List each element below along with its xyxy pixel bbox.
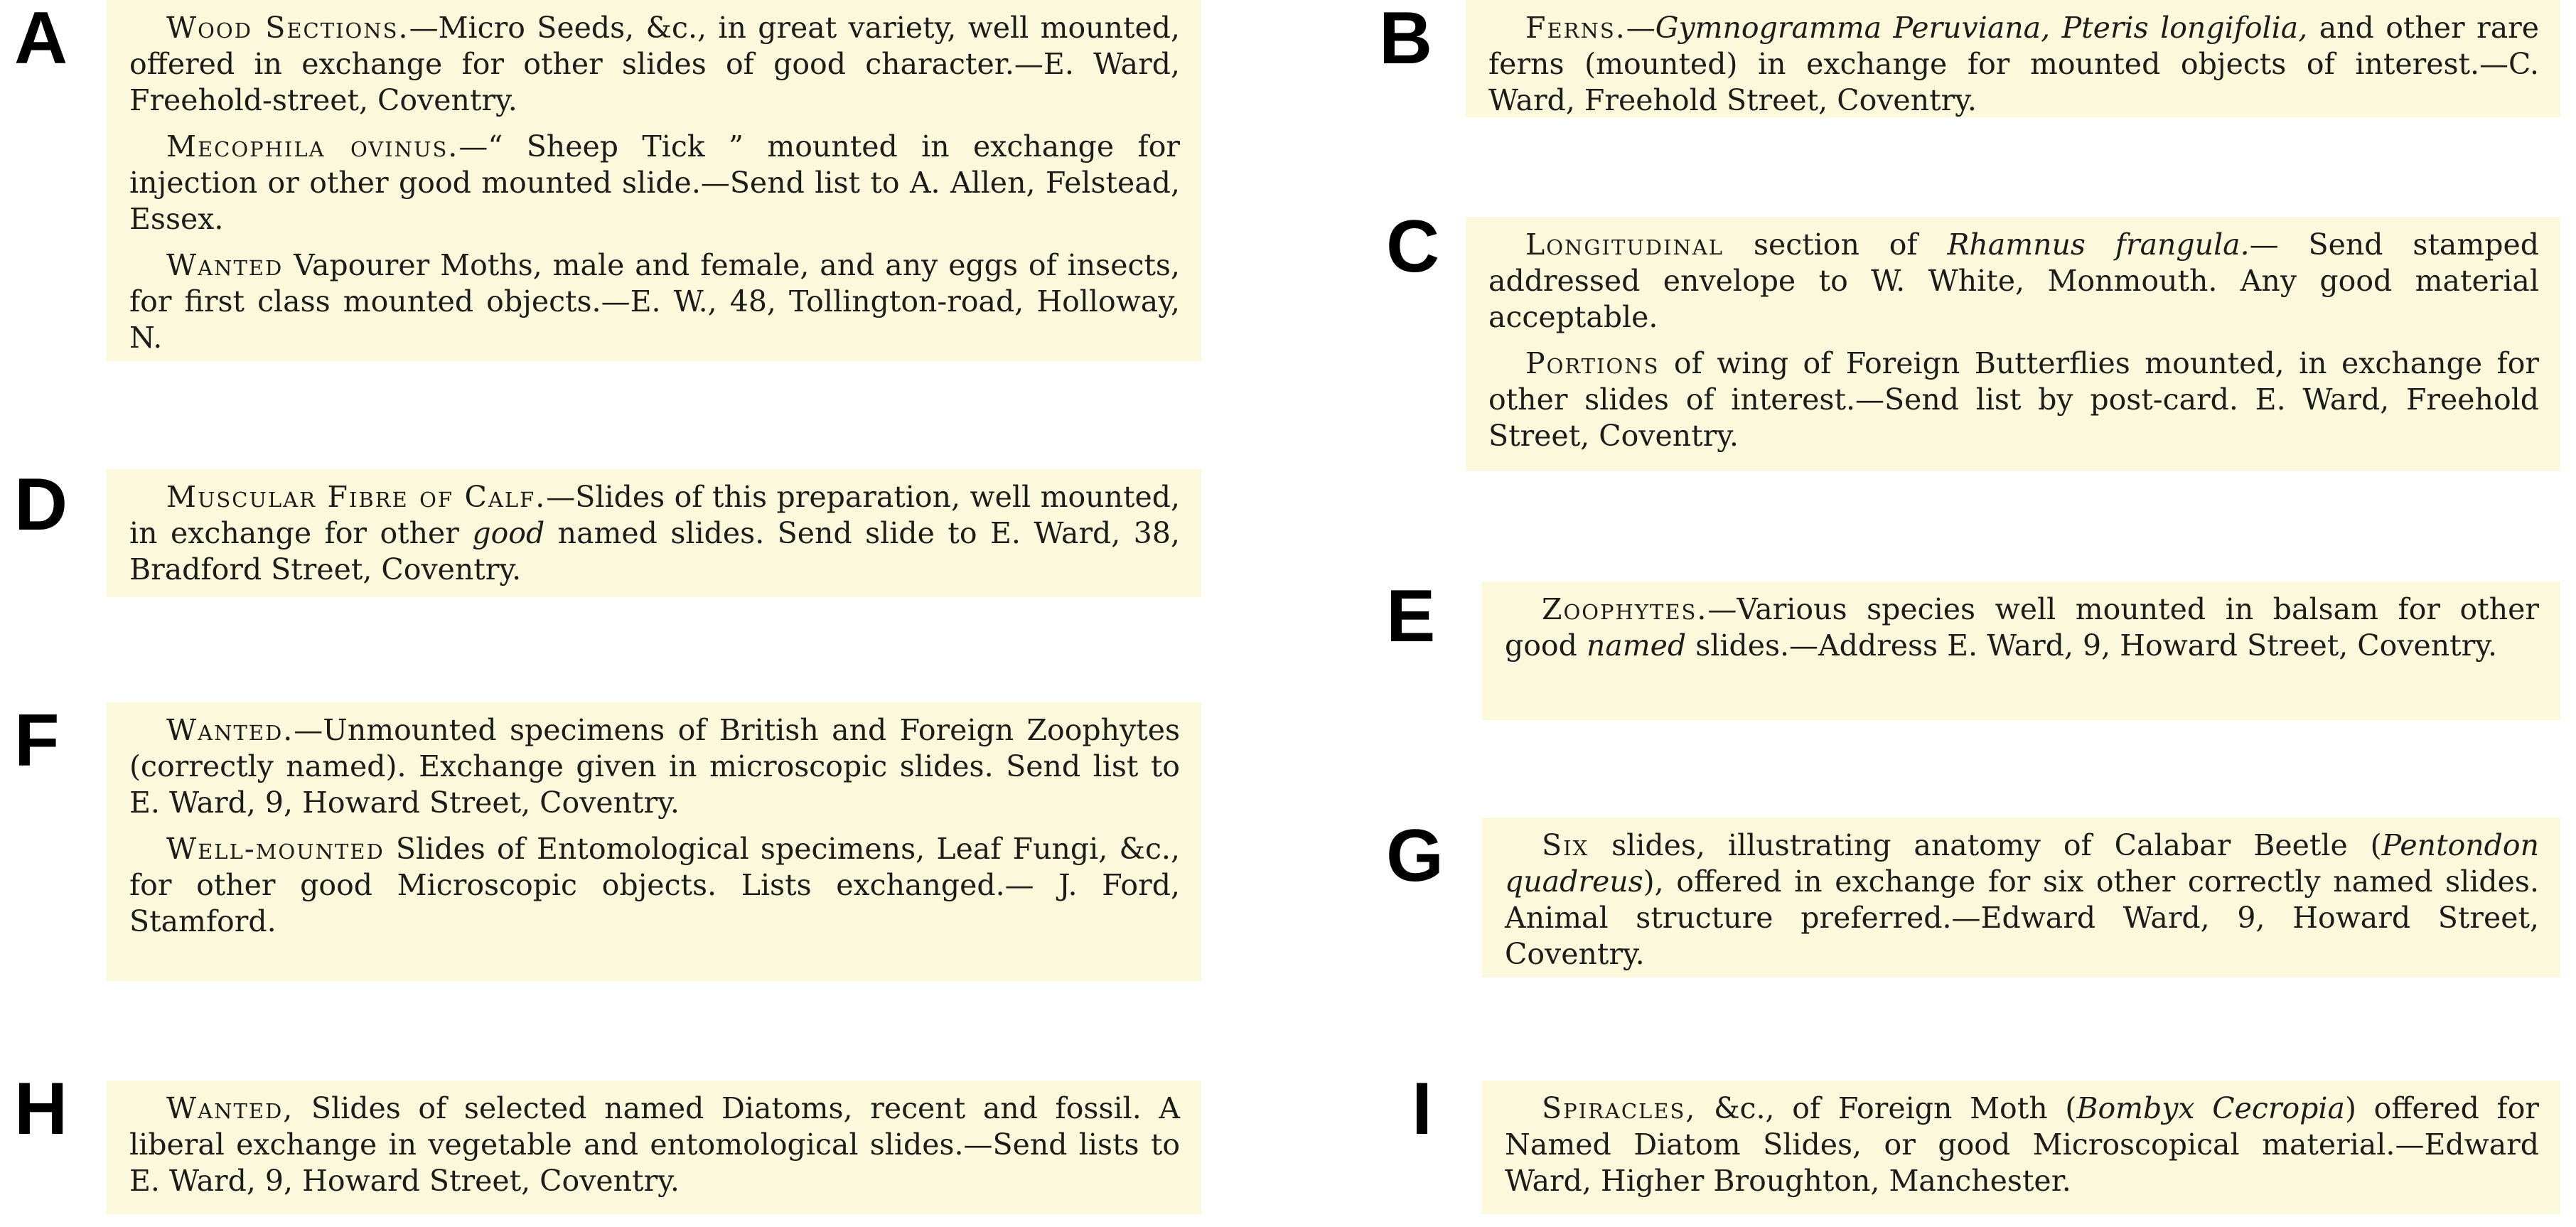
notice-mecophila-ovinus: [129, 129, 1180, 237]
notice-text: Slides of selected named Diatoms, recent and fossil. A liberal exchange in vegetable and entomological slides.—Send lists to E. Ward, 9, Howard Street, Coventry.: [129, 1091, 1180, 1198]
notice-text: ) offered for Named Diatom Slides, or good Microscopical material.—Edward Ward, Higher Broughton, Manchester.: [1505, 1091, 2539, 1198]
clipping-h: [107, 1081, 1201, 1214]
notice-lead: Wanted.: [166, 713, 294, 747]
notice-lead: Six: [1542, 828, 1589, 862]
notice-text: ), offered in exchange for six other correctly named slides. Animal structure preferred.—Edward Ward, 9, Howard Street, Coventry.: [1505, 864, 2539, 971]
panel-label-i: I: [1412, 1068, 1432, 1150]
notice-text: —Micro Seeds, &c., in great variety, well mounted, offered in exchange for other slides of good character.—E. Ward, Freehold-street, Coventry.: [129, 11, 1180, 117]
notice-lead: Longitudinal: [1525, 227, 1724, 262]
notice-ferns: [1488, 10, 2539, 117]
notice-lead: Well-mounted: [166, 832, 385, 866]
notice-italic: named: [1586, 628, 1687, 663]
notice-text: named slides. Send slide to E. Ward, 38, Bradford Street, Coventry.: [129, 516, 1180, 586]
notice-lead: Spiracles,: [1542, 1091, 1697, 1125]
notice-text: and other rare ferns (mounted) in exchange for mounted objects of interest.—C. Ward, Freehold Street, Coventry.: [1488, 11, 2539, 117]
panel-label-d: D: [14, 464, 68, 546]
notice-text: slides.—Address E. Ward, 9, Howard Street, Coventry.: [1686, 628, 2497, 663]
notice-text: Vapourer Moths, male and female, and any eggs of insects, for first class mounted objects.—E. W., 48, Tollington-road, Holloway, N.: [129, 248, 1180, 355]
notice-lead: Zoophytes.: [1542, 592, 1708, 626]
notice-lead: Muscular Fibre of Calf.: [166, 480, 547, 514]
notice-lead: Wanted: [166, 248, 284, 282]
panel-label-a: A: [14, 0, 68, 80]
notice-lead: Portions: [1525, 346, 1660, 380]
clipping-c: [1466, 217, 2560, 471]
panel-label-c: C: [1386, 205, 1440, 288]
notice-lead: Wanted,: [166, 1091, 294, 1125]
notice-italic: good: [472, 516, 545, 550]
notice-text: —Unmounted specimens of British and Foreign Zoophytes (correctly named). Exchange given in microscopic slides. Send list to E. Ward, 9, Howard Street, Coventry.: [129, 713, 1180, 820]
notice-spiracles: [1505, 1091, 2539, 1199]
notice-text: — Send stamped addressed envelope to W. White, Monmouth. Any good material acceptable.: [1488, 227, 2539, 334]
notice-italic: Bombyx Cecropia: [2076, 1091, 2345, 1125]
notice-italic: Rhamnus frangula.: [1947, 227, 2250, 262]
notice-portions-of-wing: [1488, 345, 2539, 454]
clipping-d: [107, 469, 1201, 597]
clipping-a: [107, 0, 1201, 361]
clipping-g: [1482, 818, 2560, 977]
notice-text: —Slides of this preparation, well mounted, in exchange for other: [129, 480, 1180, 550]
notice-lead: Wood Sections.: [166, 11, 409, 45]
panel-label-g: G: [1386, 815, 1444, 897]
notice-text: slides, illustrating anatomy of Calabar Beetle (: [1589, 828, 2382, 862]
notice-italic: Pentondon quadreus: [1505, 828, 2539, 899]
notice-wood-sections: [129, 10, 1180, 119]
panel-label-b: B: [1379, 0, 1433, 80]
notice-wanted-zoophytes: [129, 712, 1180, 821]
panel-label-e: E: [1386, 575, 1436, 658]
notice-well-mounted-slides: [129, 831, 1180, 940]
notice-wanted-diatoms: [129, 1091, 1180, 1199]
panel-label-f: F: [14, 700, 60, 782]
notice-text: —“ Sheep Tick ” mounted in exchange for injection or other good mounted slide.—Send list to A. Allen, Felstead, Essex.: [129, 129, 1180, 236]
notice-muscular-fibre: [129, 479, 1180, 588]
notice-text: section of: [1724, 227, 1948, 262]
notice-text: &c., of Foreign Moth (: [1696, 1091, 2077, 1125]
notice-lead: Ferns.: [1525, 11, 1626, 45]
notice-italic: Gymnogramma Peruviana, Pteris longifolia,: [1655, 11, 2308, 45]
notice-longitudinal-section: [1488, 227, 2539, 336]
notice-text: —Various species well mounted in balsam for other good: [1505, 592, 2539, 663]
clipping-b: [1466, 0, 2560, 117]
notice-text: —: [1626, 11, 1655, 45]
notice-lead: Mecophila ovinus.: [166, 129, 459, 164]
notice-wanted-vapourer-moths: [129, 247, 1180, 356]
notice-six-slides: [1505, 827, 2539, 973]
notice-zoophytes: [1505, 591, 2539, 664]
panel-label-h: H: [14, 1068, 68, 1150]
clipping-f: [107, 702, 1201, 981]
clipping-e: [1482, 582, 2560, 720]
clipping-i: [1482, 1081, 2560, 1214]
notice-text: Slides of Entomological specimens, Leaf Fungi, &c., for other good Microscopic objects. Lists exchanged.— J. Ford, Stamford.: [129, 832, 1180, 938]
notice-text: of wing of Foreign Butterflies mounted, in exchange for other slides of interest.—Send list by post-card. E. Ward, Freehold Street, Coventry.: [1488, 346, 2539, 453]
